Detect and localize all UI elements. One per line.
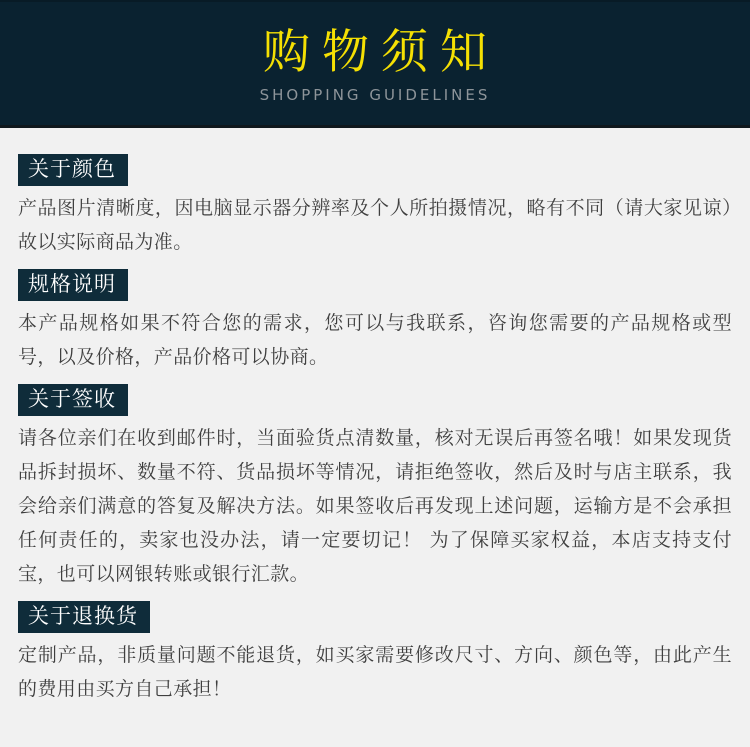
section-badge-about-receipt: 关于签收 <box>18 384 128 416</box>
section-body-spec-notes: 本产品规格如果不符合您的需求，您可以与我联系，咨询您需要的产品规格或型号，以及价格，产品价格可以协商。 <box>18 312 732 368</box>
section-about-receipt <box>18 374 732 591</box>
section-badge-spec-notes: 规格说明 <box>18 269 128 301</box>
section-body-about-receipt: 请各位亲们在收到邮件时，当面验货点清数量，核对无误后再签名哦！如果发现货品拆封损坏、数量不符、货品损坏等情况，请拒绝签收，然后及时与店主联系，我会给亲们满意的答复及解决方法。如果签收后再发现上述问题，运输方是不会承担任何责任的，卖家也没办法，请一定要切记！ 为了保障买家权益，本店支持支付宝，也可以网银转账或银行汇款。 <box>18 427 732 585</box>
section-badge-about-color: 关于颜色 <box>18 154 128 186</box>
section-spec-notes <box>18 259 732 374</box>
header-banner <box>0 0 750 128</box>
page-title: 购物须知 <box>263 25 499 80</box>
section-body-about-returns: 定制产品，非质量问题不能退货，如买家需要修改尺寸、方向、颜色等，由此产生的费用由买方自己承担！ <box>18 644 732 700</box>
section-badge-about-returns: 关于退换货 <box>18 601 150 633</box>
section-about-color <box>18 128 732 259</box>
section-body-about-color: 产品图片清晰度，因电脑显示器分辨率及个人所拍摄情况，略有不同（请大家见谅）故以实际商品为准。 <box>18 197 732 253</box>
section-about-returns <box>18 591 732 706</box>
page-subtitle: SHOPPING GUIDELINES <box>259 86 491 104</box>
content-area <box>0 128 750 706</box>
